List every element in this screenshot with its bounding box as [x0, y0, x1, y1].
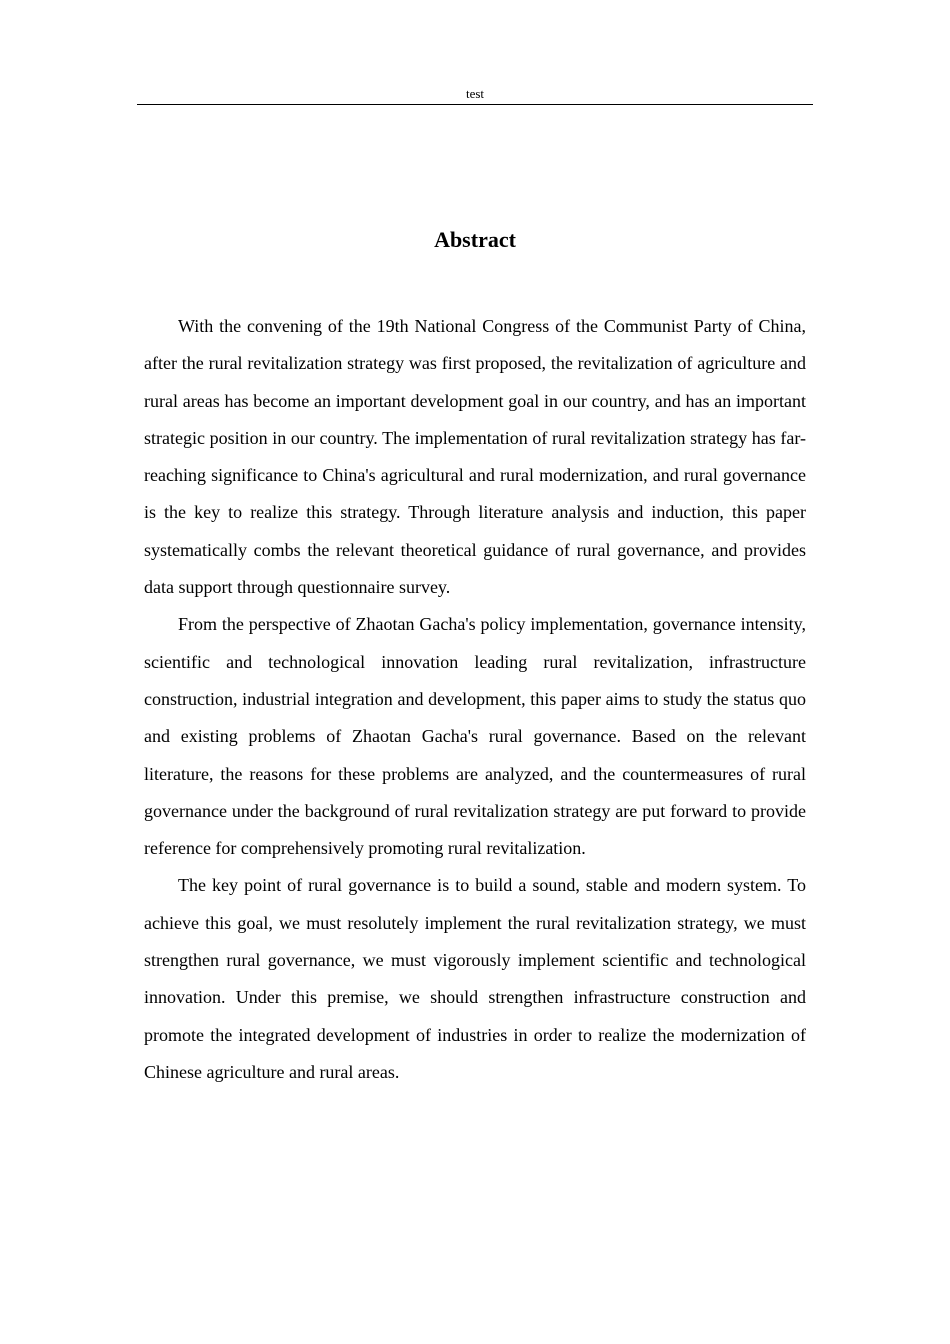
page-title: Abstract	[434, 227, 516, 252]
abstract-body	[144, 308, 806, 1091]
abstract-paragraph: With the convening of the 19th National Congress of the Communist Party of China, after the rural revitalization strategy was first proposed, the revitalization of agriculture and rural areas has become an important development goal in our country, and has an important strategic position in our country. The implementation of rural revitalization strategy has far-reaching significance to China's agricultural and rural modernization, and rural governance is the key to realize this strategy. Through literature analysis and induction, this paper systematically combs the relevant theoretical guidance of rural governance, and provides data support through questionnaire survey.	[144, 316, 806, 598]
running-header: test	[137, 86, 813, 105]
abstract-paragraph: The key point of rural governance is to build a sound, stable and modern system. To achieve this goal, we must resolutely implement the rural revitalization strategy, we must strengthen rural governance, we must vigorously implement scientific and technological innovation. Under this premise, we should strengthen infrastructure construction and promote the integrated development of industries in order to realize the modernization of Chinese agriculture and rural areas.	[144, 875, 806, 1082]
abstract-paragraph: From the perspective of Zhaotan Gacha's policy implementation, governance intensity, scientific and technological innovation leading rural revitalization, infrastructure construction, industrial integration and development, this paper aims to study the status quo and existing problems of Zhaotan Gacha's rural governance. Based on the relevant literature, the reasons for these problems are analyzed, and the countermeasures of rural governance under the background of rural revitalization strategy are put forward to provide reference for comprehensively promoting rural revitalization.	[144, 614, 806, 859]
